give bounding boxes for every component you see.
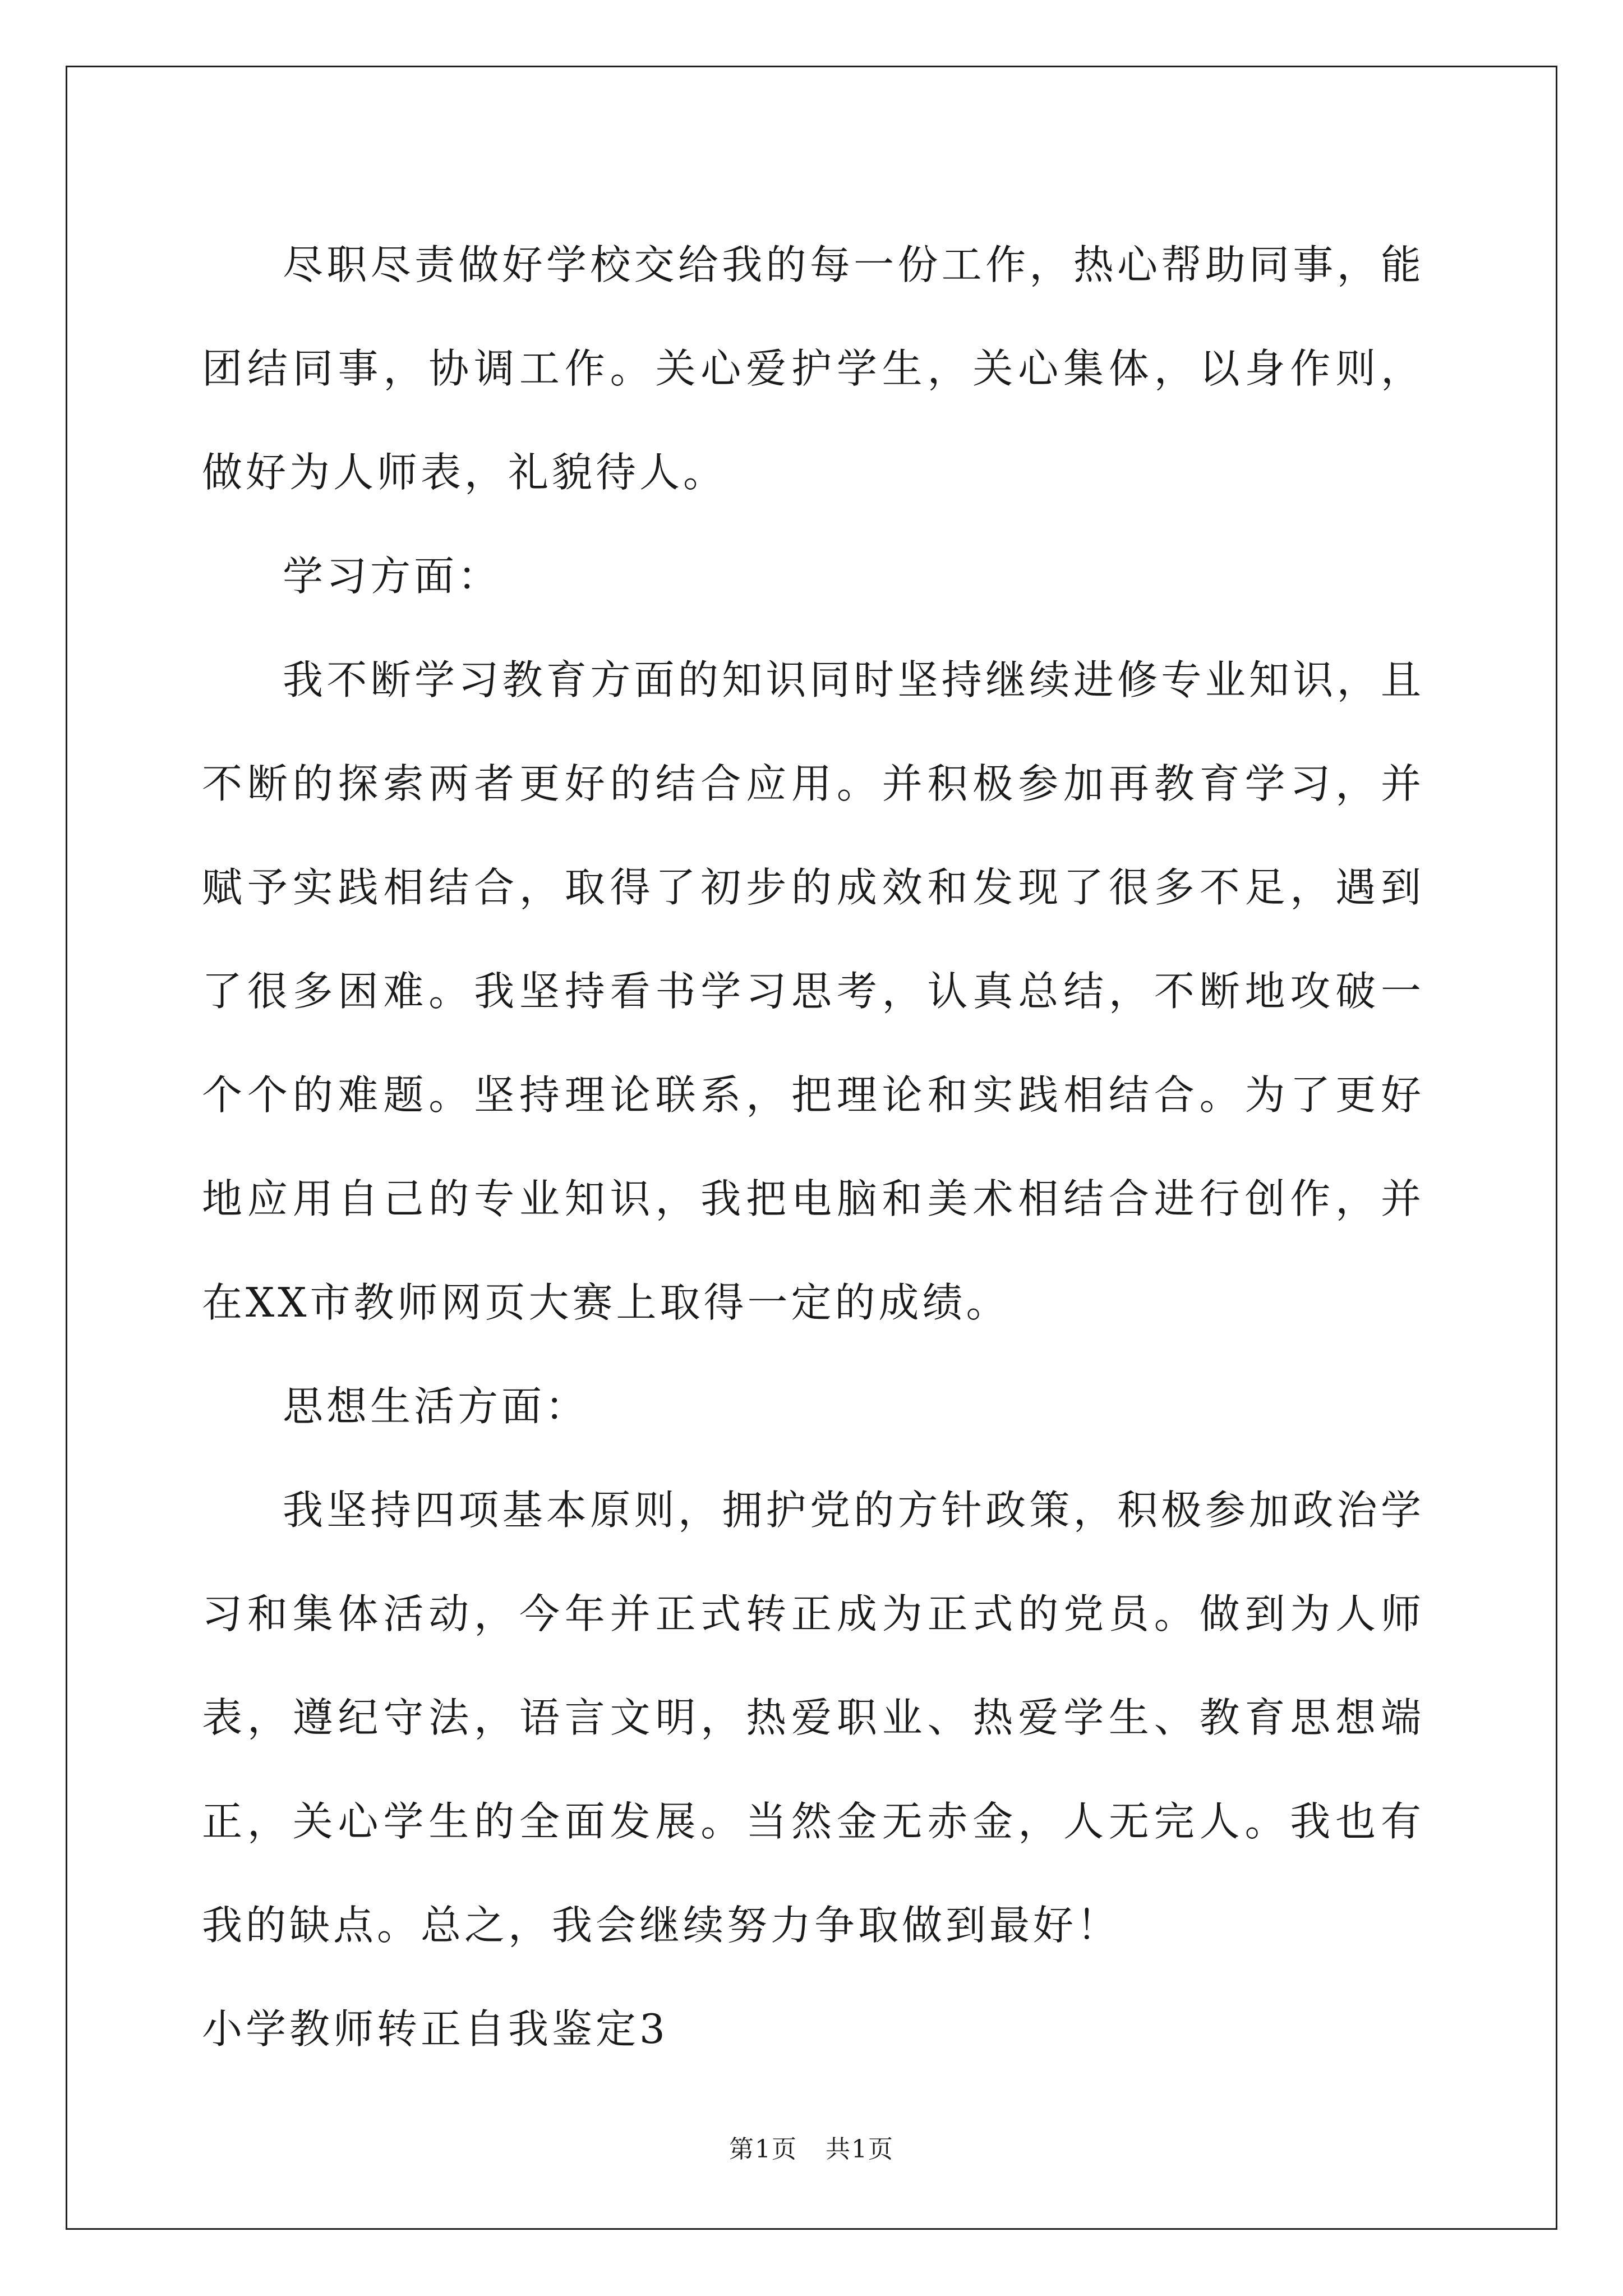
heading-study: 学习方面：	[283, 553, 502, 600]
document-body	[202, 213, 1424, 2081]
paragraph-study: 我不断学习教育方面的知识同时坚持继续进修专业知识，且不断的探索两者更好的结合应用。并积极参加再教育学习，并赋予实践相结合，取得了初步的成效和发现了很多不足，遇到了很多困难。我坚持看书学习思考，认真总结，不断地攻破一个个的难题。坚持理论联系，把理论和实践相结合。为了更好地应用自己的专业知识，我把电脑和美术相结合进行创作，并在XX市教师网页大赛上取得一定的成绩。	[202, 656, 1424, 1326]
next-section-title: 小学教师转正自我鉴定3	[202, 2005, 668, 2053]
paragraph-life: 我坚持四项基本原则，拥护党的方针政策，积极参加政治学习和集体活动，今年并正式转正成为正式的党员。做到为人师表，遵纪守法，语言文明，热爱职业、热爱学生、教育思想端正，关心学生的全面发展。当然金无赤金，人无完人。我也有我的缺点。总之，我会继续努力争取做到最好！	[202, 1487, 1424, 1949]
page-footer	[0, 2129, 1623, 2165]
page-total: 共1页	[826, 2135, 894, 2164]
page-number: 第1页	[729, 2135, 797, 2164]
heading-life: 思想生活方面：	[283, 1383, 589, 1430]
paragraph-work: 尽职尽责做好学校交给我的每一份工作，热心帮助同事，能团结同事，协调工作。关心爱护学生，关心集体，以身作则，做好为人师表，礼貌待人。	[202, 241, 1424, 496]
